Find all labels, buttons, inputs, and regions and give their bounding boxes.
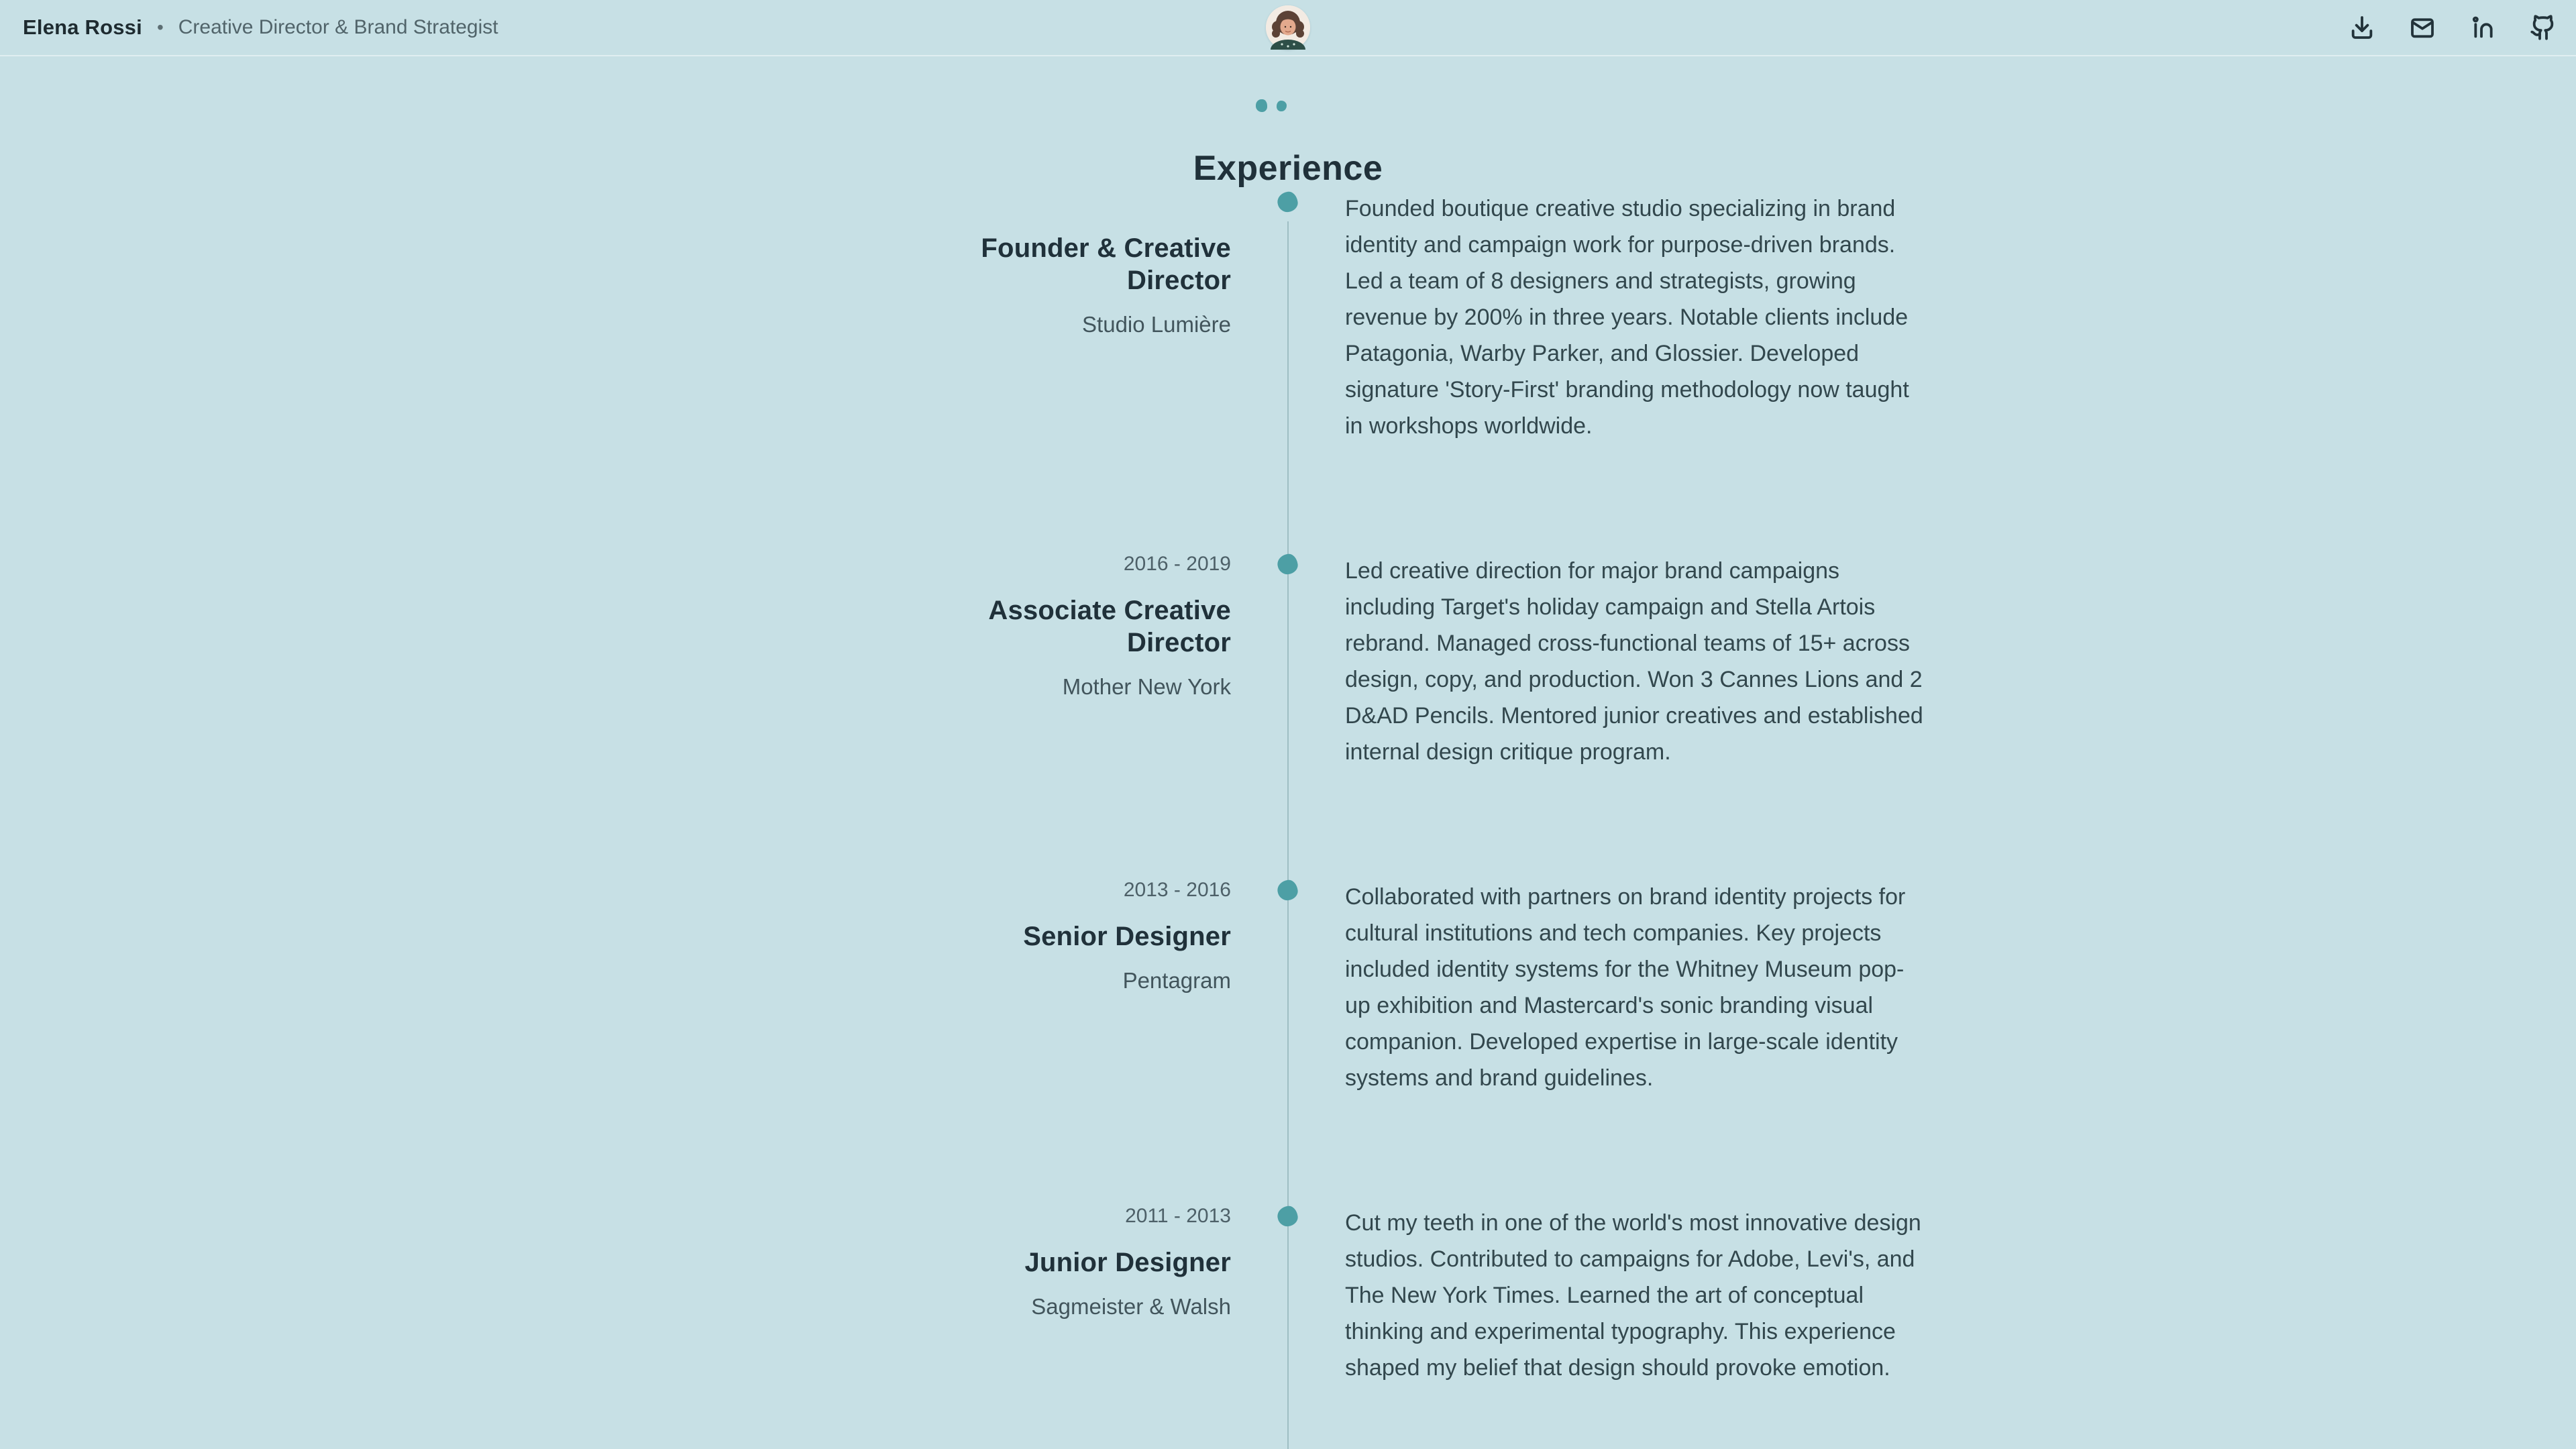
page-title: Experience — [1193, 148, 1383, 188]
linkedin-button[interactable] — [2469, 13, 2497, 42]
experience-timeline — [896, 189, 1929, 1386]
entry-period — [896, 189, 1231, 215]
header-identity — [23, 15, 498, 40]
timeline-dot — [1276, 191, 1299, 213]
entry-description: Founded boutique creative studio specializing in brand identity and campaign work for purpose-driven brands. Led a team of 8 designers and strategists, growing revenue by 200% in three years. Notable clients include Patagonia, Warby Parker, and Glossier. Developed signature 'Story-First' branding methodology now taught in workshops worldwide. — [1345, 191, 1929, 444]
header-name: Elena Rossi — [23, 15, 142, 39]
entry-company: Sagmeister & Walsh — [1031, 1294, 1231, 1319]
mail-button[interactable] — [2408, 13, 2436, 42]
linkedin-icon — [2469, 14, 2496, 41]
entry-company: Studio Lumière — [1082, 312, 1231, 337]
header-separator: • — [156, 17, 164, 38]
entry-description: Collaborated with partners on brand identity projects for cultural institutions and tech companies. Key projects included identity systems for the Whitney Museum pop-up exhibition and Mastercard's sonic branding visual companion. Developed expertise in large-scale identity systems and brand guidelines. — [1345, 884, 1906, 1091]
entry-role: Founder & Creative Director — [981, 233, 1231, 295]
mail-icon — [2409, 14, 2436, 41]
header-subtitle: Creative Director & Brand Strategist — [178, 16, 498, 38]
experience-entry — [896, 189, 1929, 444]
experience-entry — [896, 877, 1929, 1096]
download-button[interactable] — [2348, 13, 2376, 42]
entry-company: Pentagram — [1122, 968, 1231, 993]
decoration-dots-icon — [1256, 99, 1287, 112]
entry-description: Led creative direction for major brand campaigns including Target's holiday campaign and Stella Artois rebrand. Managed cross-functional teams of 15+ across design, copy, and production. Won 3 Cannes Lions and 2 D&AD Pencils. Mentored junior creatives and established internal design critique program. — [1345, 558, 1923, 765]
avatar[interactable] — [1266, 5, 1310, 50]
timeline-dot — [1276, 879, 1299, 902]
entry-role: Associate Creative Director — [988, 596, 1231, 657]
entry-description: Cut my teeth in one of the world's most innovative design studios. Contributed to campaigns for Adobe, Levi's, and The New York Times. Learned the art of conceptual thinking and experimental typography. This experience shaped my belief that design should provoke emotion. — [1345, 1210, 1921, 1381]
timeline-dot — [1276, 553, 1299, 576]
github-icon — [2530, 14, 2557, 41]
download-icon — [2349, 14, 2375, 41]
experience-entry — [896, 1203, 1929, 1386]
entry-period: 2013 - 2016 — [1123, 879, 1231, 901]
entry-period: 2016 - 2019 — [1123, 553, 1231, 575]
entry-description-clipped-line: Founded boutique creative studio specializing in brand — [1345, 196, 1896, 221]
experience-entry — [896, 551, 1929, 770]
header-actions — [2348, 13, 2557, 42]
entry-role: Senior Designer — [1023, 922, 1231, 951]
github-button[interactable] — [2529, 13, 2557, 42]
entry-period: 2011 - 2013 — [1125, 1205, 1231, 1227]
entry-company: Mother New York — [1062, 674, 1231, 699]
timeline-dot — [1276, 1205, 1299, 1228]
timeline-viewport — [0, 196, 2576, 1449]
entry-role: Junior Designer — [1024, 1248, 1231, 1277]
